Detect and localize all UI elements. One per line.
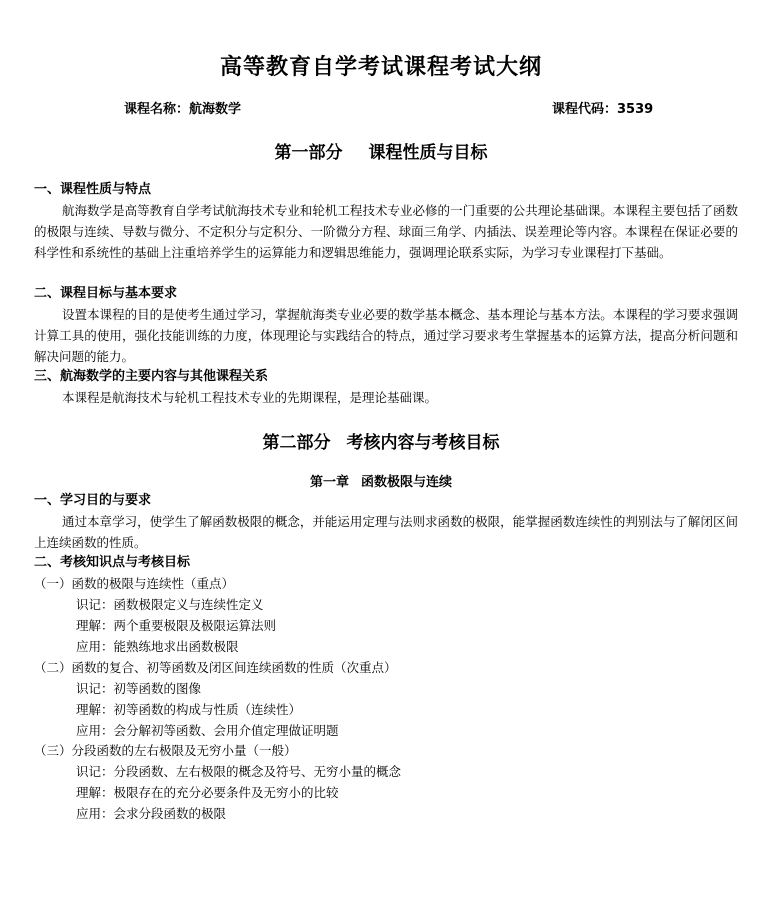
- part1-section3-heading: 三、航海数学的主要内容与其他课程关系: [34, 369, 269, 384]
- part1-section2-text: 设置本课程的目的是使考生通过学习，掌握航海类专业必要的数学基本概念、基本理论与基本方法。本课程的学习要求强调计算工具的使用，强化技能训练的力度，体现理论与实践结合的特点，通过学习要求考生掌握基本的运算方法，提高分析问题和解决问题的能力。: [34, 307, 738, 364]
- part1-section2-heading: 二、课程目标与基本要求: [34, 286, 178, 301]
- course-code: 课程代码：3539: [552, 102, 654, 117]
- part1-section1-text: 航海数学是高等教育自学考试航海技术专业和轮机工程技术专业必修的一门重要的公共理论基础课。本课程主要包括了函数的极限与连续、导数与微分、不定积分与定积分、一阶微分方程、球面三角学、内插法、误差理论等内容。本课程在保证必要的科学性和系统性的基础上注重培养学生的运算能力和逻辑思维能力，强调理论联系实际，为学习专业课程打下基础。: [34, 203, 738, 260]
- objective-item: 识记：分段函数、左右极限的概念及符号、无穷小量的概念: [76, 764, 402, 779]
- part1-title: [0, 138, 762, 163]
- chapter1-title: [0, 471, 762, 490]
- objective-item: 识记：初等函数的图像: [76, 681, 202, 696]
- part2-section1-heading: 一、学习目的与要求: [34, 493, 152, 508]
- objective-item: 应用：会求分段函数的极限: [76, 806, 227, 821]
- part1-section1-heading: 一、课程性质与特点: [34, 182, 152, 197]
- chapter1-number: 第一章: [309, 475, 349, 490]
- part2-title-text: 考核内容与考核目标: [346, 433, 500, 453]
- part1-title-number: 第一部分: [274, 143, 343, 163]
- objective-item: 识记：函数极限定义与连续性定义: [76, 597, 264, 612]
- part2-title: [0, 428, 762, 453]
- objective-item: 理解：两个重要极限及极限运算法则: [76, 618, 277, 633]
- objective-item: 应用：会分解初等函数、会用介值定理做证明题: [76, 723, 339, 738]
- part2-title-number: 第二部分: [262, 433, 331, 453]
- topic-heading: （一）函数的极限与连续性（重点）: [34, 576, 235, 591]
- topic-heading: （三）分段函数的左右极限及无穷小量（一般）: [34, 743, 297, 758]
- part1-title-text: 课程性质与目标: [368, 143, 488, 163]
- part2-section1-text: 通过本章学习，使学生了解函数极限的概念，并能运用定理与法则求函数的极限，能掌握函数连续性的判别法与了解闭区间上连续函数的性质。: [34, 514, 738, 550]
- objective-item: 应用：能熟练地求出函数极限: [76, 639, 239, 654]
- chapter1-name: 函数极限与连续: [361, 475, 453, 490]
- topic-heading: （二）函数的复合、初等函数及闭区间连续函数的性质（次重点）: [34, 660, 397, 675]
- document-title: 高等教育自学考试课程考试大纲: [219, 55, 542, 80]
- course-name: 课程名称：航海数学: [124, 102, 242, 117]
- objective-item: 理解：初等函数的构成与性质（连续性）: [76, 702, 302, 717]
- part1-section3-text: 本课程是航海技术与轮机工程技术专业的先期课程，是理论基础课。: [62, 390, 438, 405]
- part2-section2-heading: 二、考核知识点与考核目标: [34, 555, 191, 570]
- objective-item: 理解：极限存在的充分必要条件及无穷小的比较: [76, 785, 339, 800]
